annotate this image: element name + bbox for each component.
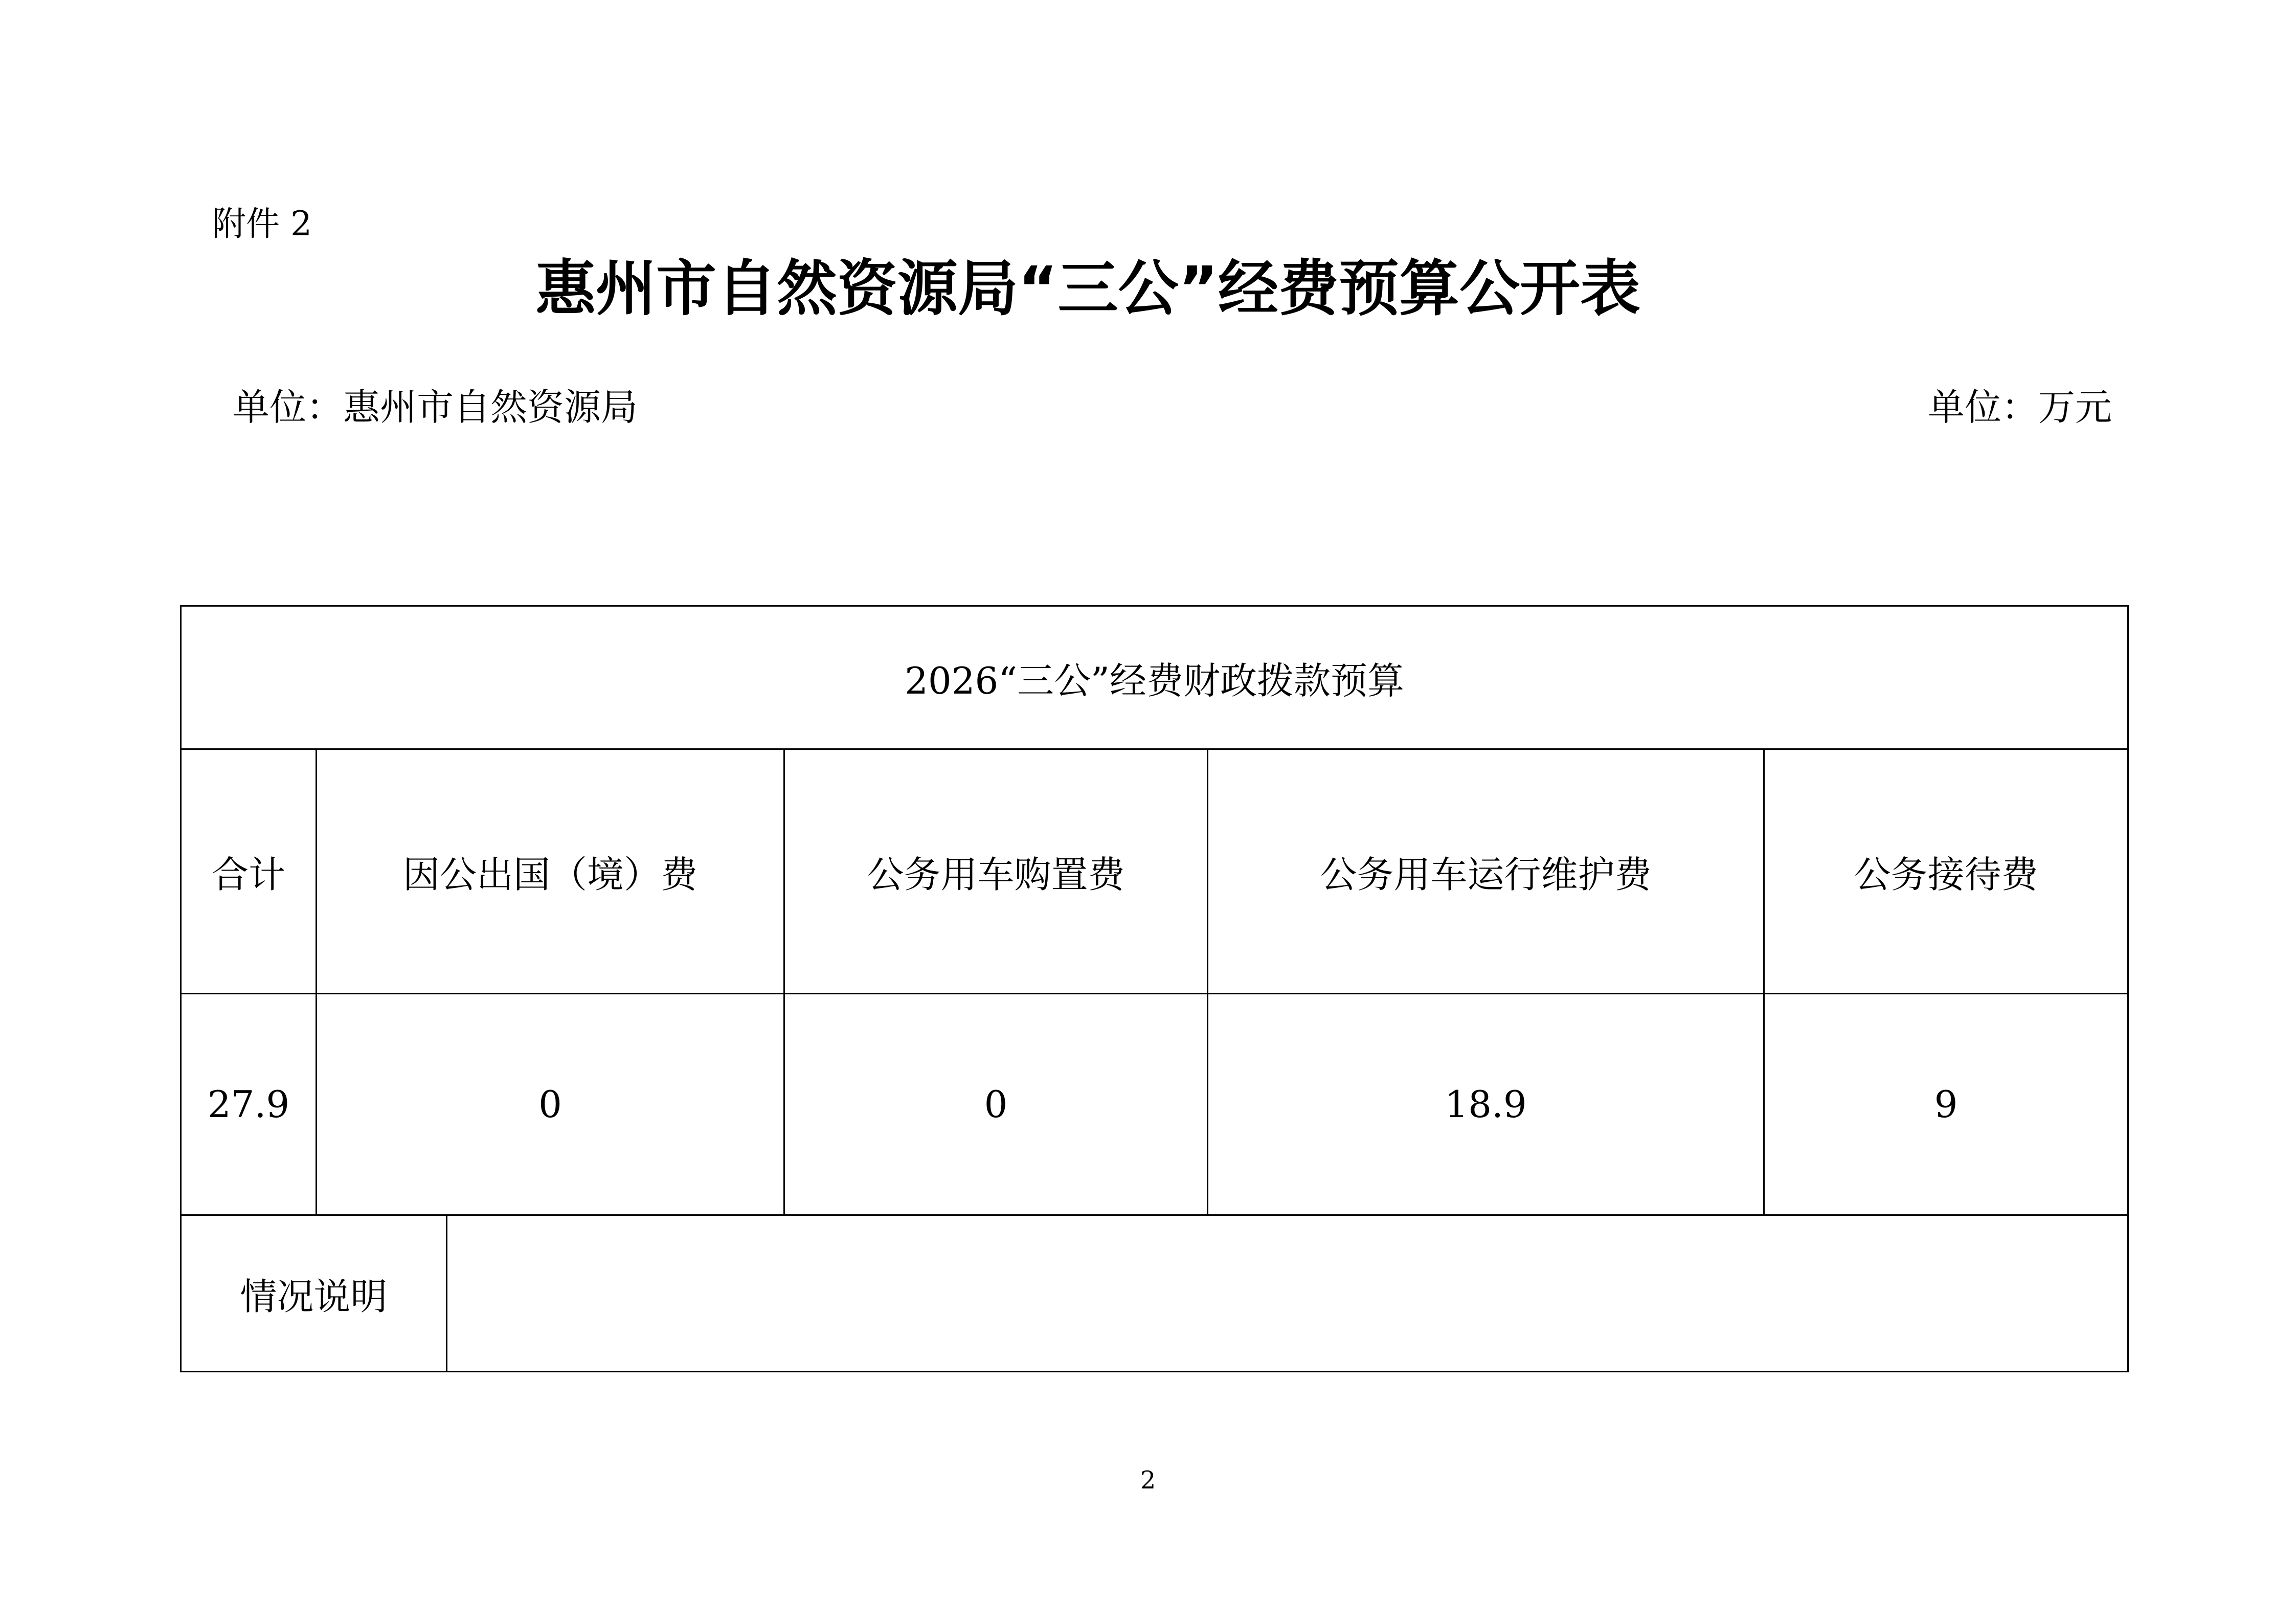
column-header-overseas-travel: 因公出国（境）费 bbox=[317, 749, 784, 994]
column-header-vehicle-purchase: 公务用车购置费 bbox=[784, 749, 1208, 994]
unit-organization: 单位：惠州市自然资源局 bbox=[233, 386, 638, 429]
table-header-row bbox=[181, 606, 2128, 749]
value-vehicle-operation: 18.9 bbox=[1208, 994, 1764, 1215]
value-vehicle-purchase: 0 bbox=[784, 994, 1208, 1215]
table-header: 2026“三公”经费财政拨款预算 bbox=[181, 606, 2128, 749]
budget-table bbox=[180, 605, 2129, 1372]
page-title: 惠州市自然资源局“三公”经费预算公开表 bbox=[535, 253, 1641, 324]
table-column-row bbox=[181, 749, 2128, 994]
value-reception: 9 bbox=[1764, 994, 2128, 1215]
table-notes-row bbox=[181, 1215, 2128, 1372]
unit-currency: 单位：万元 bbox=[1927, 386, 2112, 429]
value-total: 27.9 bbox=[181, 994, 317, 1215]
column-header-vehicle-operation: 公务用车运行维护费 bbox=[1208, 749, 1764, 994]
value-overseas-travel: 0 bbox=[317, 994, 784, 1215]
table-row bbox=[181, 994, 2128, 1215]
attachment-label: 附件 2 bbox=[212, 204, 312, 243]
page-number: 2 bbox=[1140, 1466, 1156, 1495]
notes-label: 情况说明 bbox=[181, 1215, 447, 1372]
column-header-total: 合计 bbox=[181, 749, 317, 994]
column-header-reception: 公务接待费 bbox=[1764, 749, 2128, 994]
notes-value bbox=[447, 1215, 2128, 1372]
